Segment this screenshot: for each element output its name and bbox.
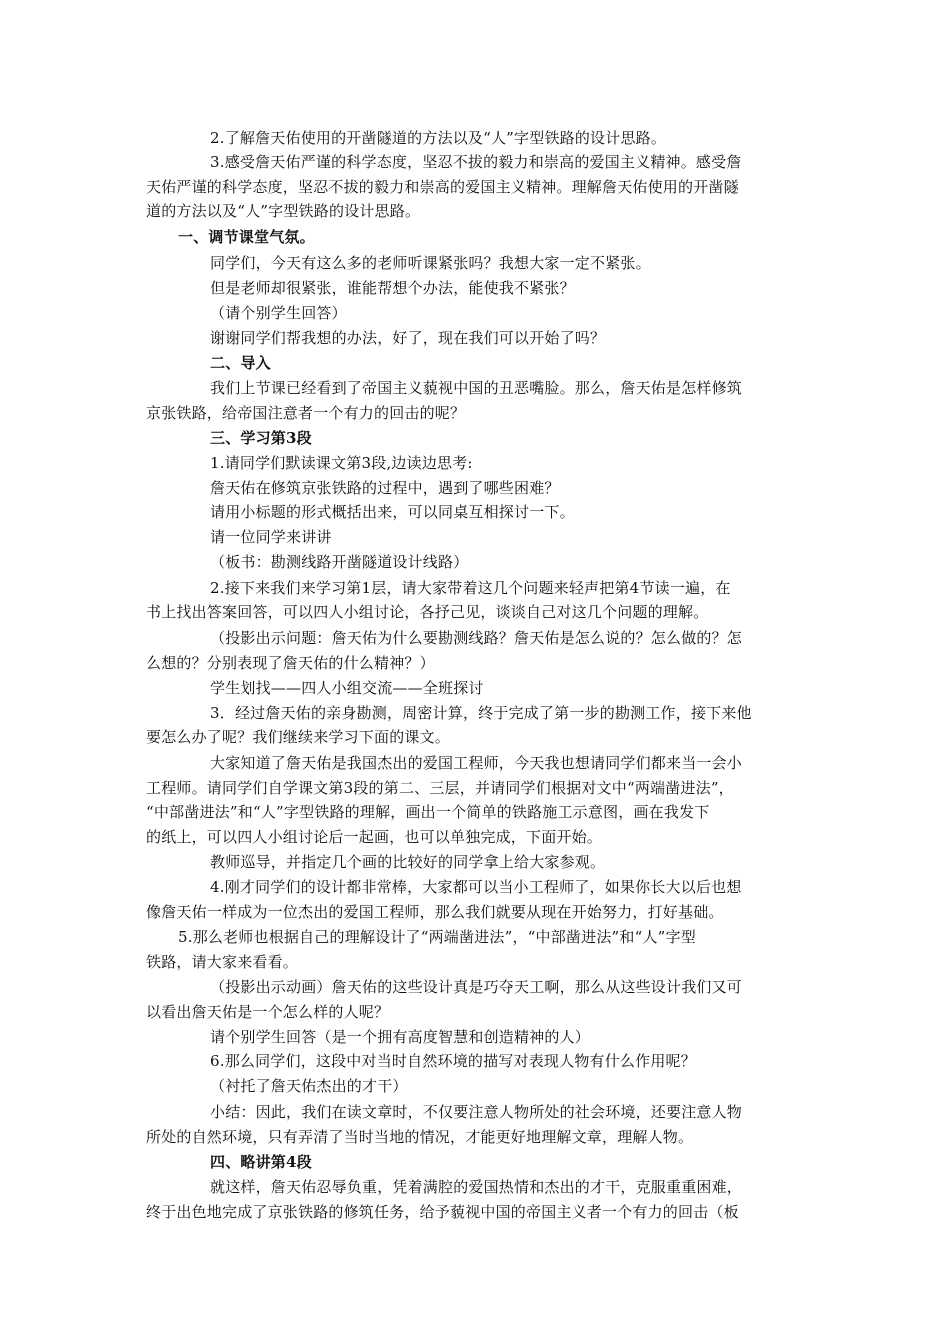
text-line: 就这样，詹天佑忍辱负重，凭着满腔的爱国热情和杰出的才干，克服重重困难，	[210, 1178, 743, 1196]
text-line: 2.接下来我们来学习第1层，请大家带着这几个问题来轻声把第4节读一遍，在	[210, 579, 731, 597]
text-line: 谢谢同学们帮我想的办法，好了，现在我们可以开始了吗？	[210, 329, 606, 347]
text-line: 小结：因此，我们在读文章时，不仅要注意人物所处的社会环境，还要注意人物	[210, 1103, 743, 1121]
text-line: 铁路，请大家来看看。	[146, 953, 299, 971]
text-line: （请个别学生回答）	[210, 304, 347, 322]
text-line: 3．经过詹天佑的亲身勘测，周密计算，终于完成了第一步的勘测工作，接下来他	[210, 704, 752, 722]
text-line: 教师巡导，并指定几个画的比较好的同学拿上给大家参观。	[210, 853, 606, 871]
text-line: 请用小标题的形式概括出来，可以同桌互相探讨一下。	[210, 503, 575, 521]
text-line: 学生划找——四人小组交流——全班探讨	[210, 679, 484, 697]
text-line: 大家知道了詹天佑是我国杰出的爱国工程师，今天我也想请同学们都来当一会小	[210, 754, 743, 772]
section-heading: 二、导入	[210, 354, 271, 372]
text-line: 以看出詹天佑是一个怎么样的人呢？	[146, 1003, 390, 1021]
text-line: 2.了解詹天佑使用的开凿隧道的方法以及“人”字型铁路的设计思路。	[210, 129, 667, 147]
section-heading: 一、调节课堂气氛。	[178, 228, 315, 246]
text-line: 但是老师却很紧张，谁能帮想个办法，能使我不紧张？	[210, 279, 575, 297]
text-line: 道的方法以及“人”字型铁路的设计思路。	[146, 202, 421, 220]
text-line: 书上找出答案回答，可以四人小组讨论，各抒己见，谈谈自己对这几个问题的理解。	[146, 603, 709, 621]
text-line: 3.感受詹天佑严谨的科学态度，坚忍不拔的毅力和崇高的爱国主义精神。感受詹	[210, 153, 742, 171]
text-line: 天佑严谨的科学态度，坚忍不拔的毅力和崇高的爱国主义精神。理解詹天佑使用的开凿隧	[146, 178, 739, 196]
text-line: （投影出示问题：詹天佑为什么要勘测线路？詹天佑是怎么说的？怎么做的？怎	[210, 629, 743, 647]
text-line: 么想的？分别表现了詹天佑的什么精神？）	[146, 654, 435, 672]
text-line: 詹天佑在修筑京张铁路的过程中，遇到了哪些困难？	[210, 479, 560, 497]
text-line: 同学们，今天有这么多的老师听课紧张吗？我想大家一定不紧张。	[210, 254, 651, 272]
text-line: 5.那么老师也根据自己的理解设计了“两端凿进法”，“中部凿进法”和“人”字型	[178, 928, 696, 946]
text-line: 像詹天佑一样成为一位杰出的爱国工程师，那么我们就要从现在开始努力，打好基础。	[146, 903, 724, 921]
text-line: 4.刚才同学们的设计都非常棒，大家都可以当小工程师了，如果你长大以后也想	[210, 878, 742, 896]
text-line: 请个别学生回答（是一个拥有高度智慧和创造精神的人）	[210, 1028, 591, 1046]
text-line: （衬托了詹天佑杰出的才干）	[210, 1077, 408, 1095]
text-line: 京张铁路，给帝国注意者一个有力的回击的呢？	[146, 404, 466, 422]
text-line: 1.请同学们默读课文第3段,边读边思考:	[210, 454, 473, 472]
text-line: 要怎么办了呢？我们继续来学习下面的课文。	[146, 728, 451, 746]
section-heading: 三、学习第3段	[210, 429, 312, 447]
text-line: 请一位同学来讲讲	[210, 528, 332, 546]
text-line: 6.那么同学们，这段中对当时自然环境的描写对表现人物有什么作用呢？	[210, 1052, 696, 1070]
text-line: 终于出色地完成了京张铁路的修筑任务，给予藐视中国的帝国主义者一个有力的回击（板	[146, 1203, 739, 1221]
section-heading: 四、略讲第4段	[210, 1153, 312, 1171]
text-line: 的纸上，可以四人小组讨论后一起画，也可以单独完成，下面开始。	[146, 828, 603, 846]
text-line: 工程师。请同学们自学课文第3段的第二、三层，并请同学们根据对文中“两端凿进法”，	[146, 779, 734, 797]
text-line: “中部凿进法”和“人”字型铁路的理解，画出一个简单的铁路施工示意图，画在我发下	[146, 803, 710, 821]
text-line: （板书：勘测线路开凿隧道设计线路）	[210, 553, 469, 571]
text-line: 我们上节课已经看到了帝国主义藐视中国的丑恶嘴脸。那么，詹天佑是怎样修筑	[210, 379, 743, 397]
text-line: 所处的自然环境，只有弄清了当时当地的情况，才能更好地理解文章，理解人物。	[146, 1128, 694, 1146]
text-line: （投影出示动画）詹天佑的这些设计真是巧夺天工啊，那么从这些设计我们又可	[210, 978, 743, 996]
